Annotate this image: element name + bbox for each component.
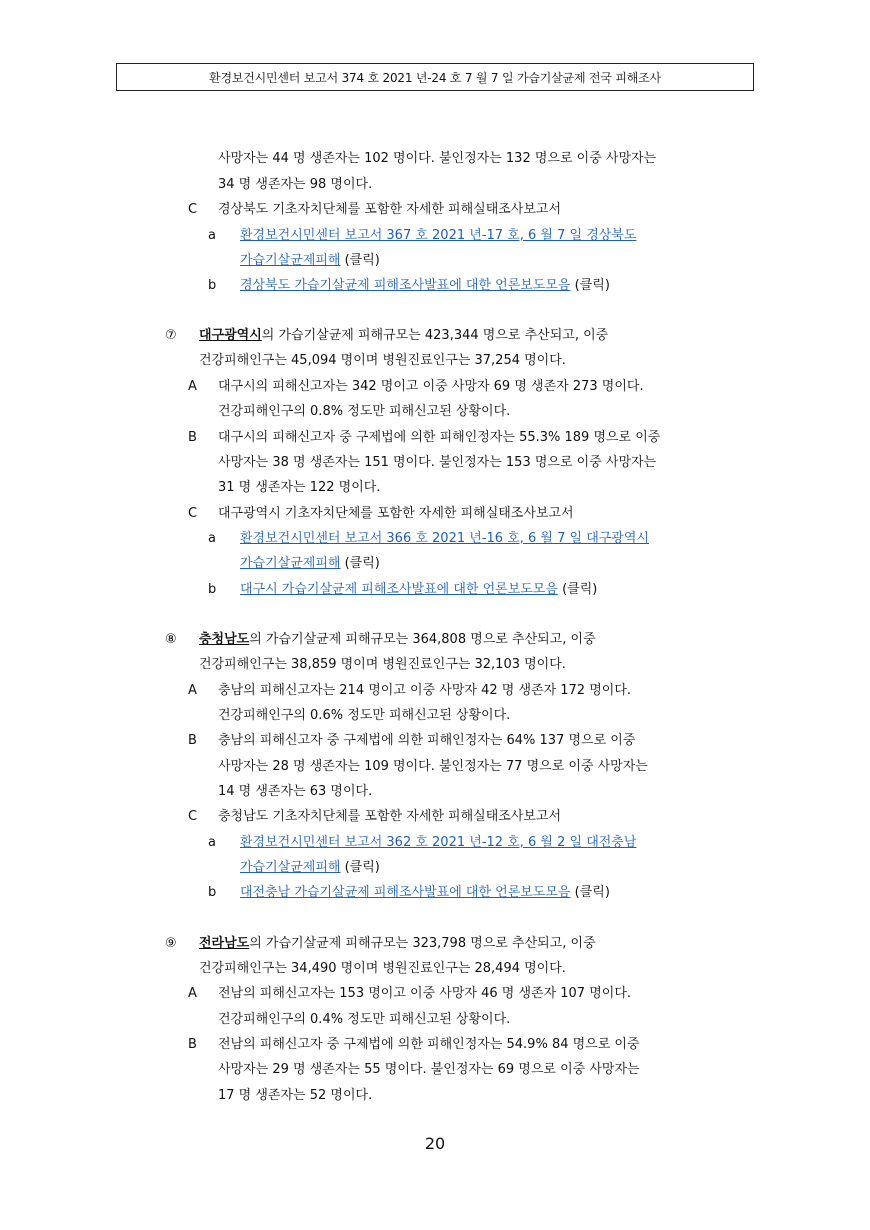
text-line: 건강피해인구의 0.6% 정도만 피해신고된 상황이다.	[218, 708, 511, 723]
list-marker: a	[208, 531, 216, 546]
list-marker: B	[188, 733, 197, 748]
text-line: 14 명 생존자는 63 명이다.	[218, 784, 373, 799]
section-number: ⑨	[165, 936, 177, 951]
report-link-text[interactable]: 가습기살균제피해	[240, 556, 341, 571]
text-line: 전남의 피해신고자는 153 명이고 이중 사망자 46 명 생존자 107 명이다.	[218, 986, 632, 1001]
section-heading	[199, 326, 608, 346]
text-line: 충남의 피해신고자 중 구제법에 의한 피해인정자는 64% 137 명으로 이중	[218, 733, 636, 748]
list-marker: a	[208, 835, 216, 850]
list-marker: C	[188, 506, 198, 521]
text-line: 34 명 생존자는 98 명이다.	[218, 177, 373, 192]
click-label: (클릭)	[344, 860, 380, 875]
text-line: 건강피해인구는 38,859 명이며 병원진료인구는 32,103 명이다.	[199, 657, 566, 672]
text-line: 사망자는 29 명 생존자는 55 명이다. 불인정자는 69 명으로 이중 사망자는	[218, 1062, 640, 1077]
press-link-text[interactable]: 대전충남 가습기살균제 피해조사발표에 대한 언론보도모음	[240, 885, 571, 900]
text-line: 사망자는 28 명 생존자는 109 명이다. 불인정자는 77 명으로 이중 사망자는	[218, 759, 648, 774]
list-marker: C	[188, 202, 198, 217]
report-link-text[interactable]: 가습기살균제피해	[240, 253, 341, 268]
text-line: 대구시의 피해신고자 중 구제법에 의한 피해인정자는 55.3% 189 명으로 이중	[218, 430, 661, 445]
page-header	[116, 63, 754, 91]
report-link[interactable]	[240, 226, 636, 246]
section-heading	[199, 630, 596, 650]
region-name: 대구광역시	[199, 328, 262, 343]
report-link[interactable]	[240, 529, 649, 549]
text-line: 건강피해인구의 0.8% 정도만 피해신고된 상황이다.	[218, 404, 511, 419]
text-line: 건강피해인구는 34,490 명이며 병원진료인구는 28,494 명이다.	[199, 961, 566, 976]
click-label: (클릭)	[344, 253, 380, 268]
section-number: ⑧	[165, 632, 177, 647]
header-text: 환경보건시민센터 보고서 374 호 2021 년-24 호 7 월 7 일 가습기살균제 전국 피해조사	[209, 70, 661, 85]
report-link-line2[interactable]	[240, 554, 380, 574]
heading-rest: 의 가습기살균제 피해규모는 423,344 명으로 추산되고, 이중	[261, 328, 609, 343]
report-link[interactable]	[240, 833, 636, 853]
list-marker: A	[188, 379, 197, 394]
list-marker: b	[208, 278, 217, 293]
text-line: 31 명 생존자는 122 명이다.	[218, 480, 381, 495]
list-marker: B	[188, 430, 197, 445]
heading-rest: 의 가습기살균제 피해규모는 364,808 명으로 추산되고, 이중	[249, 632, 596, 647]
section-heading	[199, 934, 596, 954]
list-marker: a	[208, 228, 216, 243]
report-link-text[interactable]: 환경보건시민센터 보고서 362 호 2021 년-12 호, 6 월 2 일 대전충남	[240, 835, 637, 850]
press-link-line[interactable]	[240, 883, 610, 903]
heading-rest: 의 가습기살균제 피해규모는 323,798 명으로 추산되고, 이중	[249, 936, 596, 951]
list-marker: A	[188, 683, 197, 698]
text-line: 경상북도 기초자치단체를 포함한 자세한 피해실태조사보고서	[218, 202, 562, 217]
report-link-text[interactable]: 가습기살균제피해	[240, 860, 341, 875]
click-label: (클릭)	[344, 556, 380, 571]
text-line: 충남의 피해신고자는 214 명이고 이중 사망자 42 명 생존자 172 명이다.	[218, 683, 632, 698]
text-line: 건강피해인구의 0.4% 정도만 피해신고된 상황이다.	[218, 1012, 511, 1027]
page-number: 20	[424, 1134, 446, 1153]
report-link-line2[interactable]	[240, 858, 380, 878]
region-name: 충청남도	[199, 632, 250, 647]
text-line: 전남의 피해신고자 중 구제법에 의한 피해인정자는 54.9% 84 명으로 이중	[218, 1037, 640, 1052]
list-marker: B	[188, 1037, 197, 1052]
text-line: 사망자는 38 명 생존자는 151 명이다. 불인정자는 153 명으로 이중 사망자는	[218, 455, 657, 470]
text-line: 17 명 생존자는 52 명이다.	[218, 1088, 373, 1103]
press-link-line[interactable]	[240, 276, 610, 296]
click-label: (클릭)	[562, 582, 598, 597]
region-name: 전라남도	[199, 936, 250, 951]
report-link-text[interactable]: 환경보건시민센터 보고서 367 호 2021 년-17 호, 6 월 7 일 경상북도	[240, 228, 637, 243]
report-link-text[interactable]: 환경보건시민센터 보고서 366 호 2021 년-16 호, 6 월 7 일 대구광역시	[240, 531, 649, 546]
text-line: 충청남도 기초자치단체를 포함한 자세한 피해실태조사보고서	[218, 809, 562, 824]
press-link-text[interactable]: 경상북도 가습기살균제 피해조사발표에 대한 언론보도모음	[240, 278, 571, 293]
press-link-line[interactable]	[240, 580, 597, 600]
text-line: 사망자는 44 명 생존자는 102 명이다. 불인정자는 132 명으로 이중 사망자는	[218, 151, 657, 166]
text-line: 대구광역시 기초자치단체를 포함한 자세한 피해실태조사보고서	[218, 506, 574, 521]
list-marker: b	[208, 885, 217, 900]
list-marker: b	[208, 582, 217, 597]
press-link-text[interactable]: 대구시 가습기살균제 피해조사발표에 대한 언론보도모음	[240, 582, 558, 597]
list-marker: A	[188, 986, 197, 1001]
section-number: ⑦	[165, 328, 177, 343]
click-label: (클릭)	[574, 885, 610, 900]
text-line: 대구시의 피해신고자는 342 명이고 이중 사망자 69 명 생존자 273 명이다.	[218, 379, 644, 394]
report-link-line2[interactable]	[240, 251, 380, 271]
list-marker: C	[188, 809, 198, 824]
click-label: (클릭)	[574, 278, 610, 293]
text-line: 건강피해인구는 45,094 명이며 병원진료인구는 37,254 명이다.	[199, 353, 566, 368]
